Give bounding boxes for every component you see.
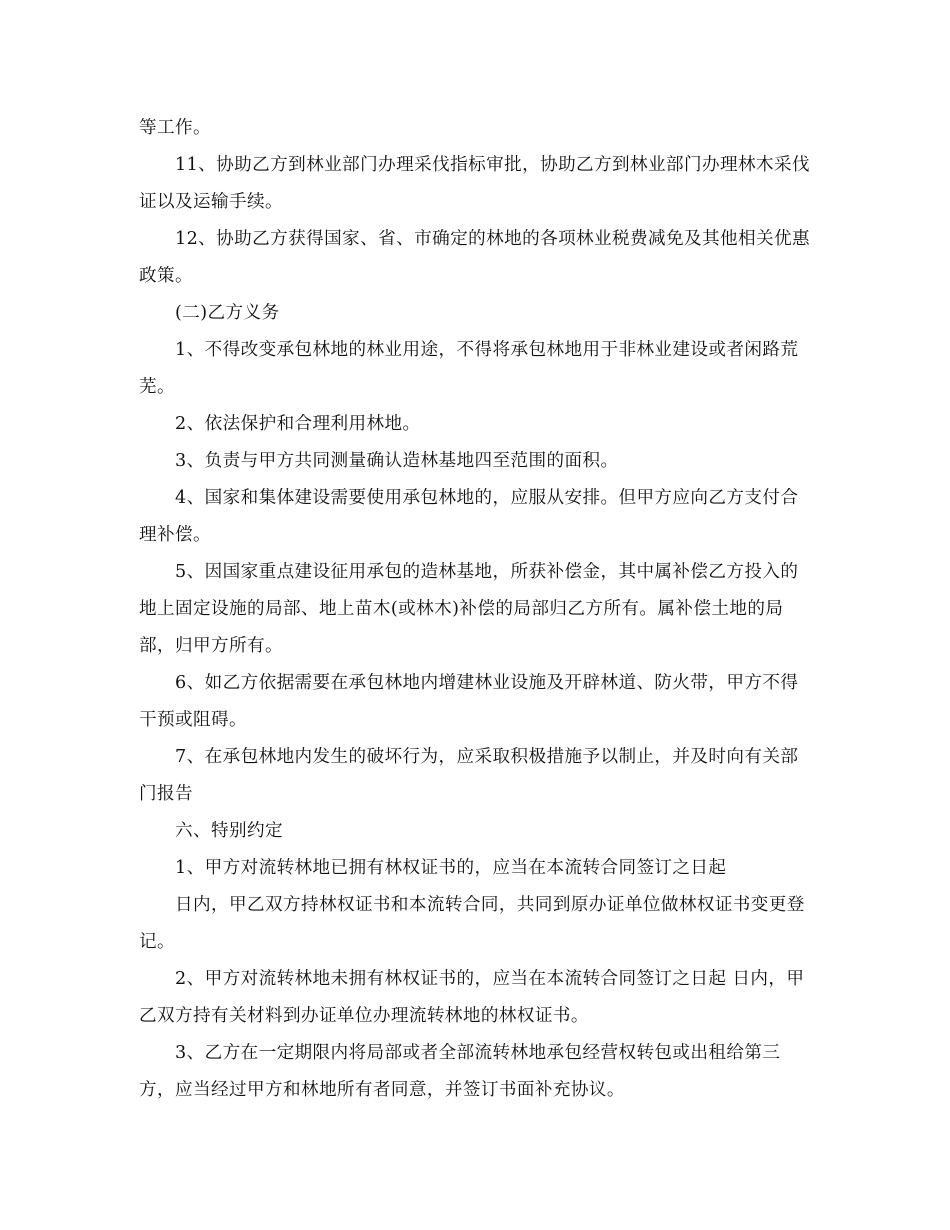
paragraph-special-1-continued: 日内，甲乙双方持林权证书和本流转合同，共同到原办证单位做林权证书变更登记。 <box>139 895 805 952</box>
paragraph-obligation-1: 1、不得改变承包林地的林业用途，不得将承包林地用于非林业建设或者闲路荒芜。 <box>139 340 799 397</box>
paragraph-continuation: 等工作。 <box>139 118 211 138</box>
paragraph-special-3: 3、乙方在一定期限内将局部或者全部流转林地承包经营权转包或出租给第三方，应当经过甲方和林地所有者同意，并签订书面补充协议。 <box>139 1043 781 1100</box>
paragraph-special-1: 1、甲方对流转林地已拥有林权证书的，应当在本流转合同签订之日起 <box>175 858 727 878</box>
paragraph-obligation-7: 7、在承包林地内发生的破坏行为，应采取积极措施予以制止，并及时向有关部门报告 <box>139 747 799 804</box>
paragraph-obligation-3: 3、负责与甲方共同测量确认造林基地四至范围的面积。 <box>175 451 619 471</box>
paragraph-special-2: 2、甲方对流转林地未拥有林权证书的，应当在本流转合同签订之日起 日内，甲乙双方持有关材料到办证单位办理流转林地的林权证书。 <box>139 969 805 1026</box>
section-heading-party-b-obligations: (二)乙方义务 <box>175 303 280 323</box>
section-heading-special-agreements: 六、特别约定 <box>175 821 283 841</box>
document-body <box>139 110 811 1109</box>
paragraph-item-12: 12、协助乙方获得国家、省、市确定的林地的各项林业税费减免及其他相关优惠政策。 <box>139 229 810 286</box>
paragraph-obligation-4: 4、国家和集体建设需要使用承包林地的，应服从安排。但甲方应向乙方支付合理补偿。 <box>139 488 799 545</box>
paragraph-obligation-5: 5、因国家重点建设征用承包的造林基地，所获补偿金，其中属补偿乙方投入的地上固定设施的局部、地上苗木(或林木)补偿的局部归乙方所有。属补偿土地的局部，归甲方所有。 <box>139 562 799 656</box>
paragraph-item-11: 11、协助乙方到林业部门办理采伐指标审批，协助乙方到林业部门办理林木采伐证以及运输手续。 <box>139 155 810 212</box>
paragraph-obligation-6: 6、如乙方依据需要在承包林地内增建林业设施及开辟林道、防火带，甲方不得干预或阻碍。 <box>139 673 799 730</box>
paragraph-obligation-2: 2、依法保护和合理利用林地。 <box>175 414 421 434</box>
